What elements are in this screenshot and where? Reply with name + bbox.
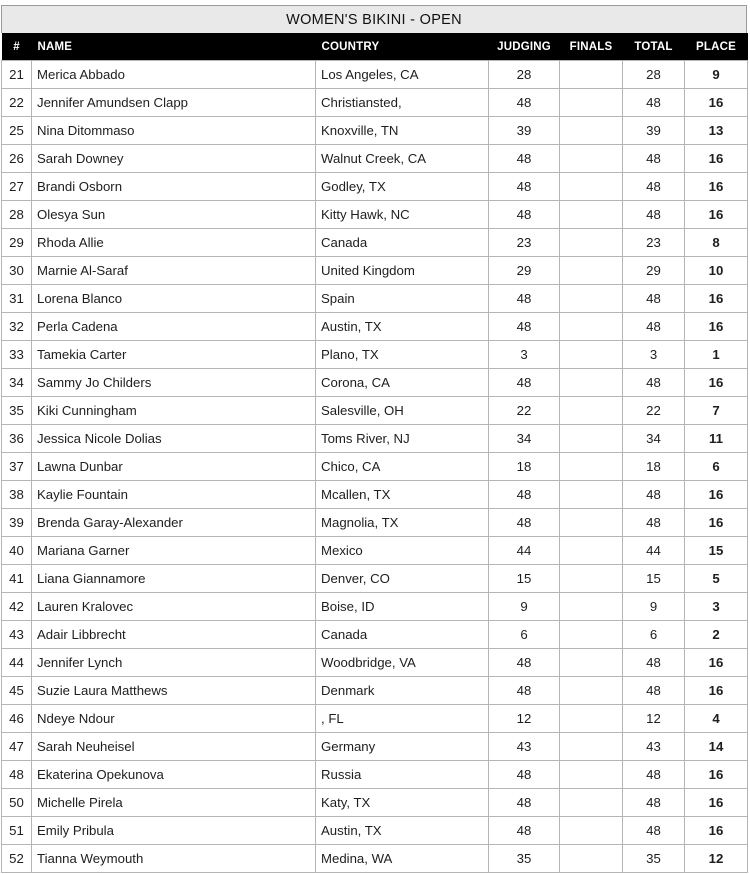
cell-name: Brenda Garay-Alexander bbox=[32, 509, 316, 537]
cell-place: 16 bbox=[685, 649, 748, 677]
cell-place: 16 bbox=[685, 481, 748, 509]
cell-number: 39 bbox=[2, 509, 32, 537]
cell-country: Magnolia, TX bbox=[316, 509, 489, 537]
cell-total: 48 bbox=[623, 481, 685, 509]
cell-finals bbox=[560, 621, 623, 649]
cell-finals bbox=[560, 313, 623, 341]
cell-number: 21 bbox=[2, 61, 32, 89]
cell-judging: 48 bbox=[489, 89, 560, 117]
cell-place: 13 bbox=[685, 117, 748, 145]
cell-finals bbox=[560, 285, 623, 313]
cell-number: 37 bbox=[2, 453, 32, 481]
cell-judging: 34 bbox=[489, 425, 560, 453]
cell-judging: 48 bbox=[489, 677, 560, 705]
cell-finals bbox=[560, 649, 623, 677]
cell-name: Kiki Cunningham bbox=[32, 397, 316, 425]
results-document bbox=[1, 5, 747, 873]
cell-number: 32 bbox=[2, 313, 32, 341]
cell-finals bbox=[560, 229, 623, 257]
cell-place: 10 bbox=[685, 257, 748, 285]
cell-name: Merica Abbado bbox=[32, 61, 316, 89]
cell-name: Liana Giannamore bbox=[32, 565, 316, 593]
header-row bbox=[2, 33, 748, 61]
cell-place: 1 bbox=[685, 341, 748, 369]
table-row bbox=[2, 201, 748, 229]
cell-country: Woodbridge, VA bbox=[316, 649, 489, 677]
cell-country: Godley, TX bbox=[316, 173, 489, 201]
cell-place: 8 bbox=[685, 229, 748, 257]
cell-finals bbox=[560, 509, 623, 537]
table-row bbox=[2, 677, 748, 705]
cell-name: Emily Pribula bbox=[32, 817, 316, 845]
cell-name: Ekaterina Opekunova bbox=[32, 761, 316, 789]
cell-country: Medina, WA bbox=[316, 845, 489, 873]
cell-number: 50 bbox=[2, 789, 32, 817]
cell-number: 29 bbox=[2, 229, 32, 257]
cell-number: 48 bbox=[2, 761, 32, 789]
table-row bbox=[2, 705, 748, 733]
cell-number: 22 bbox=[2, 89, 32, 117]
cell-total: 3 bbox=[623, 341, 685, 369]
cell-name: Marnie Al-Saraf bbox=[32, 257, 316, 285]
cell-name: Nina Ditommaso bbox=[32, 117, 316, 145]
cell-place: 16 bbox=[685, 173, 748, 201]
table-row bbox=[2, 61, 748, 89]
cell-place: 2 bbox=[685, 621, 748, 649]
cell-name: Ndeye Ndour bbox=[32, 705, 316, 733]
cell-country: Boise, ID bbox=[316, 593, 489, 621]
cell-total: 48 bbox=[623, 313, 685, 341]
cell-judging: 48 bbox=[489, 145, 560, 173]
table-row bbox=[2, 341, 748, 369]
cell-finals bbox=[560, 369, 623, 397]
cell-finals bbox=[560, 117, 623, 145]
cell-name: Jessica Nicole Dolias bbox=[32, 425, 316, 453]
header-total: TOTAL bbox=[623, 33, 685, 61]
cell-judging: 29 bbox=[489, 257, 560, 285]
cell-number: 40 bbox=[2, 537, 32, 565]
table-row bbox=[2, 313, 748, 341]
cell-total: 48 bbox=[623, 509, 685, 537]
cell-country: Toms River, NJ bbox=[316, 425, 489, 453]
cell-name: Sammy Jo Childers bbox=[32, 369, 316, 397]
cell-country: Spain bbox=[316, 285, 489, 313]
cell-total: 35 bbox=[623, 845, 685, 873]
cell-finals bbox=[560, 89, 623, 117]
cell-finals bbox=[560, 453, 623, 481]
cell-name: Olesya Sun bbox=[32, 201, 316, 229]
table-row bbox=[2, 845, 748, 873]
cell-number: 26 bbox=[2, 145, 32, 173]
cell-country: Kitty Hawk, NC bbox=[316, 201, 489, 229]
cell-judging: 3 bbox=[489, 341, 560, 369]
cell-total: 28 bbox=[623, 61, 685, 89]
table-title: WOMEN'S BIKINI - OPEN bbox=[1, 5, 747, 33]
table-row bbox=[2, 593, 748, 621]
cell-place: 4 bbox=[685, 705, 748, 733]
cell-country: Austin, TX bbox=[316, 313, 489, 341]
cell-number: 36 bbox=[2, 425, 32, 453]
cell-country: Russia bbox=[316, 761, 489, 789]
cell-name: Suzie Laura Matthews bbox=[32, 677, 316, 705]
cell-total: 48 bbox=[623, 369, 685, 397]
cell-country: Canada bbox=[316, 621, 489, 649]
cell-name: Lorena Blanco bbox=[32, 285, 316, 313]
cell-finals bbox=[560, 481, 623, 509]
table-row bbox=[2, 89, 748, 117]
cell-place: 16 bbox=[685, 285, 748, 313]
cell-number: 41 bbox=[2, 565, 32, 593]
cell-country: Mexico bbox=[316, 537, 489, 565]
cell-number: 51 bbox=[2, 817, 32, 845]
cell-country: Chico, CA bbox=[316, 453, 489, 481]
cell-name: Kaylie Fountain bbox=[32, 481, 316, 509]
cell-number: 30 bbox=[2, 257, 32, 285]
cell-judging: 12 bbox=[489, 705, 560, 733]
cell-finals bbox=[560, 845, 623, 873]
cell-number: 27 bbox=[2, 173, 32, 201]
cell-judging: 48 bbox=[489, 201, 560, 229]
cell-total: 43 bbox=[623, 733, 685, 761]
cell-judging: 48 bbox=[489, 481, 560, 509]
table-row bbox=[2, 145, 748, 173]
cell-country: Denmark bbox=[316, 677, 489, 705]
cell-judging: 35 bbox=[489, 845, 560, 873]
cell-judging: 48 bbox=[489, 817, 560, 845]
cell-name: Jennifer Lynch bbox=[32, 649, 316, 677]
cell-finals bbox=[560, 593, 623, 621]
cell-finals bbox=[560, 145, 623, 173]
cell-total: 48 bbox=[623, 145, 685, 173]
cell-number: 43 bbox=[2, 621, 32, 649]
cell-total: 39 bbox=[623, 117, 685, 145]
cell-judging: 39 bbox=[489, 117, 560, 145]
cell-number: 28 bbox=[2, 201, 32, 229]
cell-judging: 9 bbox=[489, 593, 560, 621]
table-row bbox=[2, 397, 748, 425]
cell-place: 16 bbox=[685, 677, 748, 705]
table-row bbox=[2, 481, 748, 509]
cell-total: 22 bbox=[623, 397, 685, 425]
cell-judging: 48 bbox=[489, 649, 560, 677]
cell-finals bbox=[560, 789, 623, 817]
cell-judging: 48 bbox=[489, 285, 560, 313]
table-row bbox=[2, 537, 748, 565]
cell-number: 45 bbox=[2, 677, 32, 705]
cell-total: 48 bbox=[623, 817, 685, 845]
table-row bbox=[2, 789, 748, 817]
cell-finals bbox=[560, 397, 623, 425]
cell-total: 34 bbox=[623, 425, 685, 453]
cell-judging: 48 bbox=[489, 369, 560, 397]
table-row bbox=[2, 425, 748, 453]
cell-country: Katy, TX bbox=[316, 789, 489, 817]
header-place: PLACE bbox=[685, 33, 748, 61]
cell-judging: 18 bbox=[489, 453, 560, 481]
cell-finals bbox=[560, 61, 623, 89]
table-row bbox=[2, 649, 748, 677]
cell-place: 15 bbox=[685, 537, 748, 565]
cell-country: Germany bbox=[316, 733, 489, 761]
cell-country: Walnut Creek, CA bbox=[316, 145, 489, 173]
table-row bbox=[2, 565, 748, 593]
cell-total: 44 bbox=[623, 537, 685, 565]
cell-country: Mcallen, TX bbox=[316, 481, 489, 509]
cell-total: 48 bbox=[623, 285, 685, 313]
table-row bbox=[2, 229, 748, 257]
cell-name: Michelle Pirela bbox=[32, 789, 316, 817]
cell-country: United Kingdom bbox=[316, 257, 489, 285]
table-row bbox=[2, 117, 748, 145]
table-row bbox=[2, 621, 748, 649]
cell-place: 16 bbox=[685, 817, 748, 845]
cell-total: 48 bbox=[623, 649, 685, 677]
cell-judging: 15 bbox=[489, 565, 560, 593]
table-row bbox=[2, 173, 748, 201]
cell-finals bbox=[560, 201, 623, 229]
cell-name: Rhoda Allie bbox=[32, 229, 316, 257]
table-row bbox=[2, 257, 748, 285]
cell-judging: 48 bbox=[489, 173, 560, 201]
cell-total: 18 bbox=[623, 453, 685, 481]
table-row bbox=[2, 817, 748, 845]
table-header bbox=[2, 33, 748, 61]
cell-finals bbox=[560, 817, 623, 845]
table-row bbox=[2, 285, 748, 313]
cell-name: Tianna Weymouth bbox=[32, 845, 316, 873]
cell-country: Canada bbox=[316, 229, 489, 257]
cell-number: 33 bbox=[2, 341, 32, 369]
cell-place: 9 bbox=[685, 61, 748, 89]
cell-total: 23 bbox=[623, 229, 685, 257]
cell-place: 16 bbox=[685, 145, 748, 173]
header-judging: JUDGING bbox=[489, 33, 560, 61]
cell-number: 44 bbox=[2, 649, 32, 677]
cell-judging: 48 bbox=[489, 509, 560, 537]
cell-total: 6 bbox=[623, 621, 685, 649]
cell-country: Corona, CA bbox=[316, 369, 489, 397]
cell-name: Jennifer Amundsen Clapp bbox=[32, 89, 316, 117]
cell-number: 31 bbox=[2, 285, 32, 313]
cell-finals bbox=[560, 173, 623, 201]
cell-finals bbox=[560, 537, 623, 565]
cell-finals bbox=[560, 761, 623, 789]
cell-place: 12 bbox=[685, 845, 748, 873]
cell-finals bbox=[560, 705, 623, 733]
cell-judging: 48 bbox=[489, 313, 560, 341]
cell-total: 48 bbox=[623, 89, 685, 117]
results-table bbox=[1, 33, 748, 873]
cell-judging: 22 bbox=[489, 397, 560, 425]
cell-total: 48 bbox=[623, 789, 685, 817]
cell-country: Christiansted, bbox=[316, 89, 489, 117]
cell-place: 16 bbox=[685, 789, 748, 817]
cell-judging: 28 bbox=[489, 61, 560, 89]
cell-judging: 6 bbox=[489, 621, 560, 649]
cell-finals bbox=[560, 677, 623, 705]
cell-place: 16 bbox=[685, 369, 748, 397]
cell-finals bbox=[560, 257, 623, 285]
cell-total: 15 bbox=[623, 565, 685, 593]
cell-name: Perla Cadena bbox=[32, 313, 316, 341]
cell-number: 47 bbox=[2, 733, 32, 761]
cell-name: Brandi Osborn bbox=[32, 173, 316, 201]
header-name: NAME bbox=[32, 33, 316, 61]
cell-finals bbox=[560, 733, 623, 761]
table-body bbox=[2, 61, 748, 873]
cell-country: Plano, TX bbox=[316, 341, 489, 369]
cell-country: Denver, CO bbox=[316, 565, 489, 593]
table-row bbox=[2, 733, 748, 761]
header-number: # bbox=[2, 33, 32, 61]
cell-finals bbox=[560, 425, 623, 453]
cell-place: 16 bbox=[685, 201, 748, 229]
cell-place: 7 bbox=[685, 397, 748, 425]
cell-place: 6 bbox=[685, 453, 748, 481]
cell-place: 16 bbox=[685, 89, 748, 117]
cell-place: 5 bbox=[685, 565, 748, 593]
cell-total: 48 bbox=[623, 173, 685, 201]
cell-name: Sarah Downey bbox=[32, 145, 316, 173]
cell-place: 3 bbox=[685, 593, 748, 621]
cell-number: 52 bbox=[2, 845, 32, 873]
cell-place: 16 bbox=[685, 509, 748, 537]
cell-country: , FL bbox=[316, 705, 489, 733]
cell-number: 42 bbox=[2, 593, 32, 621]
cell-total: 29 bbox=[623, 257, 685, 285]
cell-name: Lawna Dunbar bbox=[32, 453, 316, 481]
cell-finals bbox=[560, 565, 623, 593]
cell-judging: 48 bbox=[489, 789, 560, 817]
cell-place: 16 bbox=[685, 761, 748, 789]
cell-total: 9 bbox=[623, 593, 685, 621]
cell-place: 11 bbox=[685, 425, 748, 453]
cell-total: 12 bbox=[623, 705, 685, 733]
cell-judging: 48 bbox=[489, 761, 560, 789]
cell-name: Lauren Kralovec bbox=[32, 593, 316, 621]
cell-number: 46 bbox=[2, 705, 32, 733]
cell-finals bbox=[560, 341, 623, 369]
cell-number: 34 bbox=[2, 369, 32, 397]
header-country: COUNTRY bbox=[316, 33, 489, 61]
cell-place: 14 bbox=[685, 733, 748, 761]
cell-total: 48 bbox=[623, 761, 685, 789]
cell-country: Knoxville, TN bbox=[316, 117, 489, 145]
table-row bbox=[2, 761, 748, 789]
cell-number: 38 bbox=[2, 481, 32, 509]
cell-judging: 43 bbox=[489, 733, 560, 761]
cell-name: Mariana Garner bbox=[32, 537, 316, 565]
cell-name: Tamekia Carter bbox=[32, 341, 316, 369]
header-finals: FINALS bbox=[560, 33, 623, 61]
cell-place: 16 bbox=[685, 313, 748, 341]
cell-total: 48 bbox=[623, 201, 685, 229]
cell-judging: 44 bbox=[489, 537, 560, 565]
table-row bbox=[2, 369, 748, 397]
cell-name: Adair Libbrecht bbox=[32, 621, 316, 649]
cell-number: 25 bbox=[2, 117, 32, 145]
cell-name: Sarah Neuheisel bbox=[32, 733, 316, 761]
cell-total: 48 bbox=[623, 677, 685, 705]
cell-country: Salesville, OH bbox=[316, 397, 489, 425]
cell-country: Los Angeles, CA bbox=[316, 61, 489, 89]
table-row bbox=[2, 509, 748, 537]
cell-number: 35 bbox=[2, 397, 32, 425]
cell-country: Austin, TX bbox=[316, 817, 489, 845]
table-row bbox=[2, 453, 748, 481]
cell-judging: 23 bbox=[489, 229, 560, 257]
